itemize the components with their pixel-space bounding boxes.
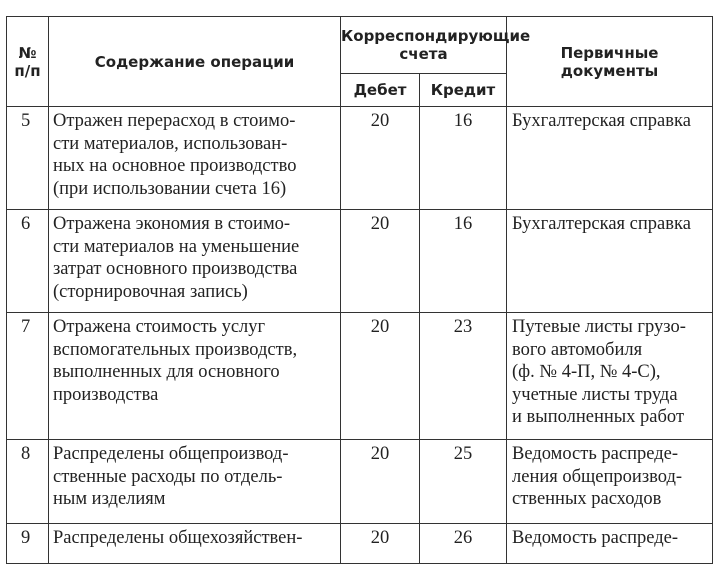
table-row — [7, 107, 713, 210]
header-content — [49, 17, 341, 107]
credit-account: 16 — [420, 210, 507, 313]
primary-documents — [507, 440, 713, 524]
text-line: затрат основного производства — [53, 259, 298, 279]
text-line: ственных расходов — [512, 489, 662, 509]
text-line: Корреспондирующие — [341, 27, 531, 45]
header-credit: Кредит — [420, 74, 507, 107]
credit-account: 26 — [420, 524, 507, 564]
header-num — [7, 17, 49, 107]
credit-account: 16 — [420, 107, 507, 210]
text-line: Отражена экономия в стоимо- — [53, 214, 291, 234]
header-accounts-text — [341, 27, 531, 63]
text-line: сти материалов на уменьшение — [53, 236, 300, 257]
debit-account: 20 — [341, 313, 420, 440]
text-line: производства — [53, 384, 159, 405]
text-line: (ф. № 4-П, № 4-С), — [512, 362, 661, 382]
primary-documents — [507, 524, 713, 564]
primary-documents — [507, 313, 713, 440]
text-line: Ведомость распреде- — [512, 528, 678, 548]
text-line: и выполненных работ — [512, 407, 685, 427]
header-accounts — [341, 17, 531, 74]
header-num-text — [7, 44, 48, 80]
row-number: 7 — [7, 313, 49, 440]
debit-account: 20 — [341, 440, 420, 524]
credit-account: 23 — [420, 313, 507, 440]
text-line: счета — [399, 45, 448, 63]
text-line: Ведомость распреде- — [512, 444, 678, 464]
debit-account: 20 — [341, 524, 420, 564]
text-line: Содержание операции — [94, 52, 295, 71]
text-line: Бухгалтерская справка — [512, 111, 691, 131]
text-line: ственные расходы по отдель- — [53, 466, 283, 487]
operation-content — [49, 440, 341, 524]
row-number: 5 — [7, 107, 49, 210]
text-line: Отражен перерасход в стоимо- — [53, 111, 296, 131]
operation-content — [49, 313, 341, 440]
operation-content — [49, 524, 341, 564]
row-number: 8 — [7, 440, 49, 524]
row-number: 6 — [7, 210, 49, 313]
text-line: ления общепроизвод- — [512, 466, 683, 487]
table-row — [7, 440, 713, 524]
text-line: Отражена стоимость услуг — [53, 317, 266, 337]
debit-account: 20 — [341, 210, 420, 313]
table-row — [7, 210, 713, 313]
primary-documents — [507, 107, 713, 210]
text-line: документы — [560, 61, 659, 80]
row-number: 9 — [7, 524, 49, 564]
text-line: (при использовании счета 16) — [53, 178, 287, 199]
credit-account: 25 — [420, 440, 507, 524]
primary-documents — [507, 210, 713, 313]
text-line: Распределены общепроизвод- — [53, 444, 289, 464]
table-row — [7, 524, 713, 564]
text-line: ным изделиям — [53, 489, 166, 509]
text-line: ных на основное производство — [53, 156, 297, 176]
text-line: учетные листы труда — [512, 384, 678, 405]
text-line: Первичные — [560, 43, 659, 62]
text-line: Путевые листы грузо- — [512, 317, 686, 337]
header-debit: Дебет — [341, 74, 420, 107]
header-docs — [507, 17, 713, 107]
text-line: выполненных для основного — [53, 362, 280, 382]
text-line: п/п — [14, 61, 41, 80]
operation-content — [49, 107, 341, 210]
text-line: вого автомобиля — [512, 339, 643, 360]
table-row — [7, 313, 713, 440]
text-line: Распределены общехозяйствен- — [53, 528, 303, 548]
text-line: № — [18, 43, 37, 62]
header-docs-text — [507, 44, 712, 80]
debit-account: 20 — [341, 107, 420, 210]
header-content-text — [49, 53, 340, 71]
operation-content — [49, 210, 341, 313]
text-line: сти материалов, использован- — [53, 133, 288, 154]
accounting-entries-table — [6, 16, 713, 564]
text-line: (сторнировочная запись) — [53, 281, 248, 302]
table-header-row — [7, 17, 713, 74]
text-line: Бухгалтерская справка — [512, 214, 691, 234]
text-line: вспомогательных производств, — [53, 339, 298, 360]
